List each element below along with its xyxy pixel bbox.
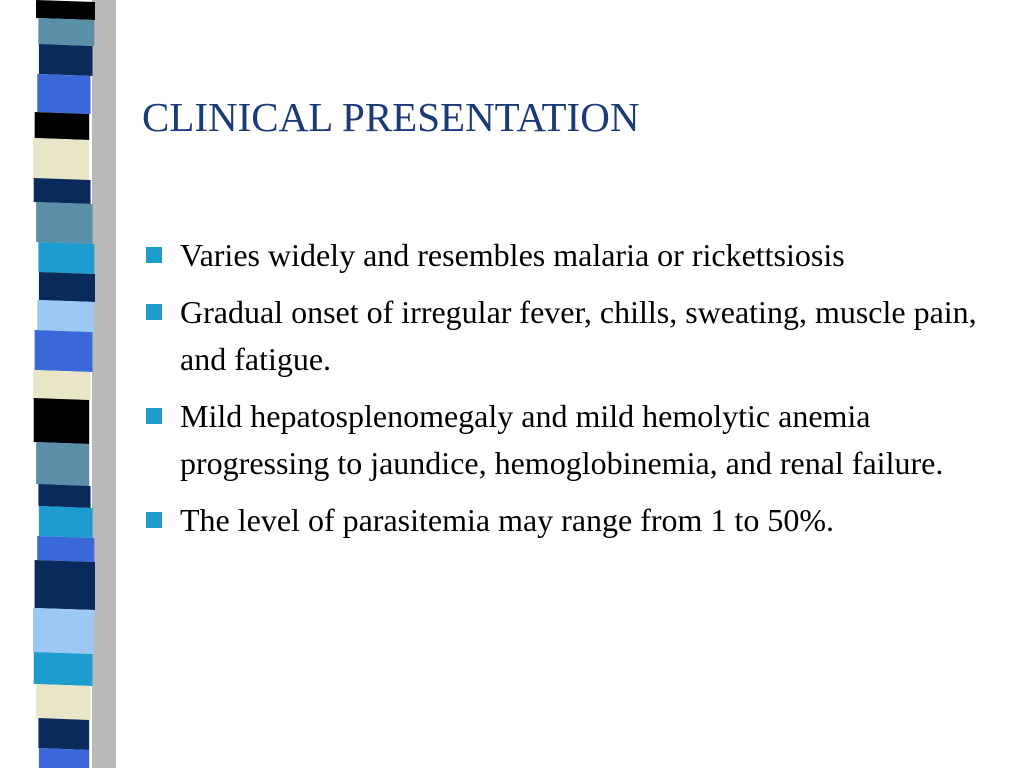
stripe-segment bbox=[34, 398, 89, 444]
stripe-segment bbox=[37, 536, 94, 562]
bullet-text: The level of parasitemia may range from 1 to 50%. bbox=[180, 502, 834, 538]
stripe-segment bbox=[38, 484, 90, 508]
bullet-item bbox=[142, 497, 1002, 544]
stripe-segment bbox=[38, 718, 89, 750]
stripe-segment bbox=[36, 0, 95, 20]
bullet-list bbox=[142, 232, 1002, 554]
stripe-segment bbox=[34, 652, 93, 686]
stripe-segment bbox=[38, 18, 94, 46]
stripe-segment bbox=[37, 300, 94, 332]
decorative-stripe-band bbox=[0, 0, 118, 768]
stripe-segment bbox=[33, 138, 89, 180]
stripe-segment bbox=[38, 242, 94, 274]
stripe-segment bbox=[36, 442, 89, 486]
stripe-segment bbox=[33, 608, 94, 654]
stripe-shadow bbox=[92, 0, 116, 768]
stripe-segment bbox=[39, 748, 89, 768]
bullet-item bbox=[142, 289, 1002, 383]
stripe-segment bbox=[35, 560, 95, 610]
square-bullet-icon bbox=[146, 304, 162, 320]
stripe-graphic bbox=[0, 0, 118, 768]
square-bullet-icon bbox=[146, 408, 162, 424]
stripe-segment bbox=[39, 44, 93, 76]
stripe-segment bbox=[35, 112, 90, 140]
bullet-item bbox=[142, 232, 1002, 279]
bullet-item bbox=[142, 393, 1002, 487]
bullet-text: Varies widely and resembles malaria or rickettsiosis bbox=[180, 237, 845, 273]
stripe-segment bbox=[35, 330, 93, 372]
square-bullet-icon bbox=[146, 247, 162, 263]
stripe-segment bbox=[39, 272, 95, 302]
stripe-segment bbox=[36, 684, 90, 720]
stripe-segment bbox=[37, 74, 90, 114]
stripe-segment bbox=[34, 178, 91, 204]
bullet-text: Gradual onset of irregular fever, chills, sweating, muscle pain, and fatigue. bbox=[180, 294, 977, 377]
square-bullet-icon bbox=[146, 512, 162, 528]
stripe-segment bbox=[39, 506, 93, 538]
stripe-segment bbox=[33, 370, 90, 400]
bullet-text: Mild hepatosplenomegaly and mild hemolytic anemia progressing to jaundice, hemoglobinemia, and renal failure. bbox=[180, 398, 944, 481]
stripe-segment bbox=[36, 202, 93, 244]
slide-title: CLINICAL PRESENTATION bbox=[142, 94, 640, 140]
